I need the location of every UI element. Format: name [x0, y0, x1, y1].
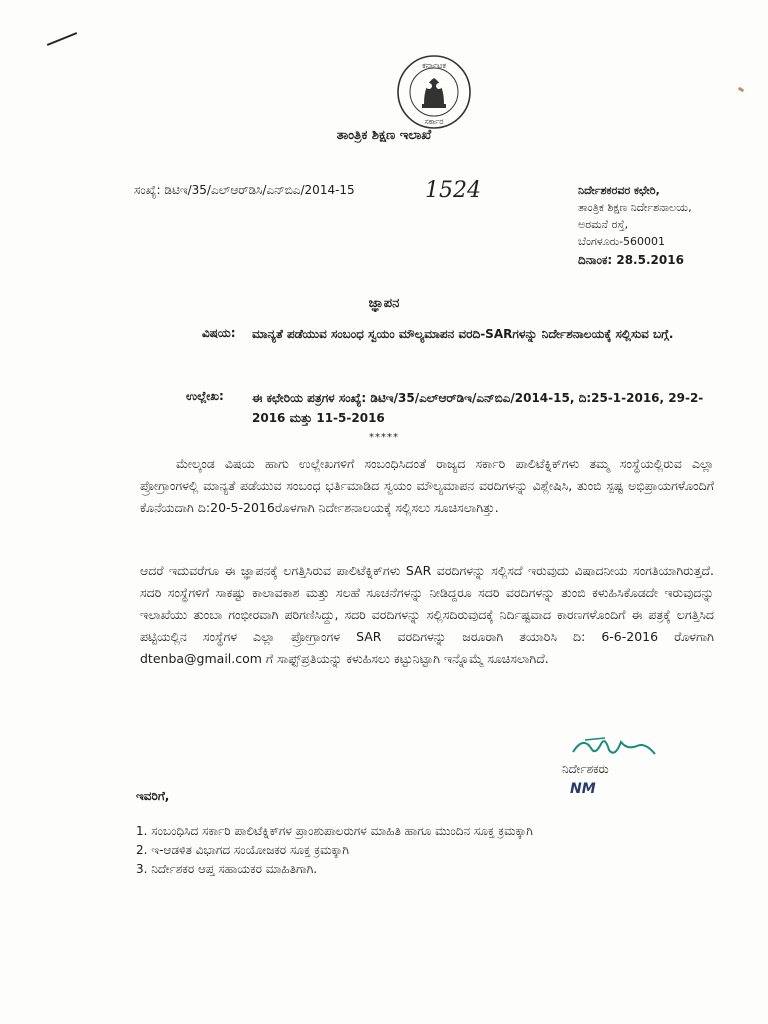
body-paragraph-2: ಆದರೆ ಇದುವರೆಗೂ ಈ ಜ್ಞಾಪನಕ್ಕೆ ಲಗತ್ತಿಸಿರುವ ಪಾಲಿಟೆಕ್ನಿಕ್‌ಗಳು SAR ವರದಿಗಳನ್ನು ಸಲ್ಲಿಸದೆ ಇರುವುದು ವಿಷಾದನೀಯ ಸಂಗತಿಯಾಗಿರುತ್ತದೆ. ಸದರಿ ಸಂಸ್ಥೆಗಳಿಗೆ ಸಾಕಷ್ಟು ಕಾಲಾವಕಾಶ ಮತ್ತು ಸಲಹೆ ಸೂಚನೆಗಳನ್ನು ನೀಡಿದ್ದರೂ ಸದರಿ ವರದಿಗಳನ್ನು ತುಂಬಿ ಕಳುಹಿಸಿಕೊಡದೇ ಇರುವುದನ್ನು ಇಲಾಖೆಯು ತುಂಬಾ ಗಂಭೀರವಾಗಿ ಪರಿಗಣಿಸಿದ್ದು, ಸದರಿ ವರದಿಗಳನ್ನು ಸಲ್ಲಿಸದಿರುವುದಕ್ಕೆ ನಿರ್ದಿಷ್ಟವಾದ ಕಾರಣಗಳೊಂದಿಗೆ ಈ ಪತ್ರಕ್ಕೆ ಲಗತ್ತಿಸಿದ ಪಟ್ಟಿಯಲ್ಲಿನ ಸಂಸ್ಥೆಗಳ ಎಲ್ಲಾ ಪ್ರೋಗ್ರಾಂಗಳ SAR ವರದಿಗಳನ್ನು ಜರೂರಾಗಿ ತಯಾರಿಸಿ ದಿ: 6-6-2016 ರೊಳಗಾಗಿ dtenba@gmail.com ಗೆ ಸಾಫ್ಟ್‌ಪ್ರತಿಯನ್ನು ಕಳುಹಿಸಲು ಕಟ್ಟುನಿಟ್ಟಾಗಿ ಇನ್ನೊಮ್ಮೆ ಸೂಚಿಸಲಾಗಿದೆ.: [140, 563, 714, 666]
letter-date: ದಿನಾಂಕ: 28.5.2016: [578, 253, 684, 267]
office-line-2: ತಾಂತ್ರಿಕ ಶಿಕ್ಷಣ ನಿರ್ದೇಶನಾಲಯ,: [578, 201, 692, 214]
pen-mark: [47, 32, 77, 46]
signatory-designation: ನಿರ್ದೇಶಕರು: [562, 762, 609, 776]
department-name: ತಾಂತ್ರಿಕ ಶಿಕ್ಷಣ ಇಲಾಖೆ: [336, 128, 432, 143]
handwritten-number: 1524: [425, 178, 481, 203]
recipients-list: [136, 822, 533, 879]
signatory-initials: NM: [570, 781, 596, 797]
recipients-label: ಇವರಿಗೆ,: [136, 789, 170, 803]
list-item: 1. ಸಂಬಂಧಿಸಿದ ಸರ್ಕಾರಿ ಪಾಲಿಟೆಕ್ನಿಕ್‌ಗಳ ಪ್ರಾಂಶುಪಾಲರುಗಳ ಮಾಹಿತಿ ಹಾಗೂ ಮುಂದಿನ ಸೂಕ್ತ ಕ್ರಮಕ್ಕಾಗಿ: [136, 824, 533, 838]
office-line-4: ಬೆಂಗಳೂರು-560001: [578, 235, 666, 248]
ink-spot: [738, 87, 745, 93]
emblem-top-text: ಕರ್ನಾಟಕ: [422, 61, 446, 70]
separator: *****: [369, 432, 399, 443]
subject-text: ಮಾನ್ಯತೆ ಪಡೆಯುವ ಸಂಬಂಧ ಸ್ವಯಂ ಮೌಲ್ಯಮಾಪನ ವರದಿ-SARಗಳನ್ನು ನಿರ್ದೇಶನಾಲಯಕ್ಕೆ ಸಲ್ಲಿಸುವ ಬಗ್ಗೆ.: [252, 327, 674, 341]
body-paragraph-1: ಮೇಲ್ಕಂಡ ವಿಷಯ ಹಾಗು ಉಲ್ಲೇಖಗಳಿಗೆ ಸಂಬಂಧಿಸಿದಂತೆ ರಾಜ್ಯದ ಸರ್ಕಾರಿ ಪಾಲಿಟೆಕ್ನಿಕ್‌ಗಳು ತಮ್ಮ ಸಂಸ್ಥೆಯಲ್ಲಿರುವ ಎಲ್ಲಾ ಪ್ರೋಗ್ರಾಂಗಳಲ್ಲಿ ಮಾನ್ಯತೆ ಪಡೆಯುವ ಸಂಬಂಧ ಭರ್ತಿಮಾಡಿದ ಸ್ವಯಂ ಮೌಲ್ಯಮಾಪನ ವರದಿಗಳನ್ನು ವಿಶ್ಲೇಷಿಸಿ, ತುಂಬಿ ಸ್ಪಷ್ಟ ಅಭಿಪ್ರಾಯಗಳೊಂದಿಗೆ ಕೊನೆಯದಾಗಿ ದಿ:20-5-2016ರೊಳಗಾಗಿ ನಿರ್ದೇಶನಾಲಯಕ್ಕೆ ಸಲ್ಲಿಸಲು ಸೂಚಿಸಲಾಗಿತ್ತು.: [140, 456, 714, 515]
emblem-bottom-text: ಸರ್ಕಾರ: [424, 117, 444, 126]
memo-title: ಜ್ಞಾಪನ: [368, 296, 400, 311]
office-line-3: ಅರಮನೆ ರಸ್ತೆ,: [578, 218, 629, 231]
signature-icon: [565, 732, 665, 762]
subject-label: ವಿಷಯ:: [202, 326, 236, 340]
reference-label: ಉಲ್ಲೇಖ:: [186, 389, 224, 403]
reference-number: ಸಂಖ್ಯೆ: ಡಿಟಿಇ/35/ಎಲ್‌ಆರ್‌ಡಿಸಿ/ಎನ್‌ಬಿಎ/2014-15: [134, 183, 355, 197]
reference-text: ಈ ಕಛೇರಿಯ ಪತ್ರಗಳ ಸಂಖ್ಯೆ: ಡಿಟಿಇ/35/ಎಲ್‌ಆರ್‌ಡಿಇ/ಎನ್‌ಬಿಎ/2014-15, ದಿ:25-1-2016, 29-2-2016 ಮತ್ತು 11-5-2016: [252, 391, 704, 425]
karnataka-emblem-icon: [396, 54, 472, 130]
office-address: [578, 182, 692, 269]
list-item: 3. ನಿರ್ದೇಶಕರ ಆಪ್ತ ಸಹಾಯಕರ ಮಾಹಿತಿಗಾಗಿ.: [136, 862, 318, 876]
list-item: 2. ಇ-ಆಡಳಿತ ವಿಭಾಗದ ಸಂಯೋಜಕರ ಸೂಕ್ತ ಕ್ರಮಕ್ಕಾಗಿ: [136, 843, 349, 857]
office-line-1: ನಿರ್ದೇಶಕರವರ ಕಛೇರಿ,: [578, 184, 660, 197]
